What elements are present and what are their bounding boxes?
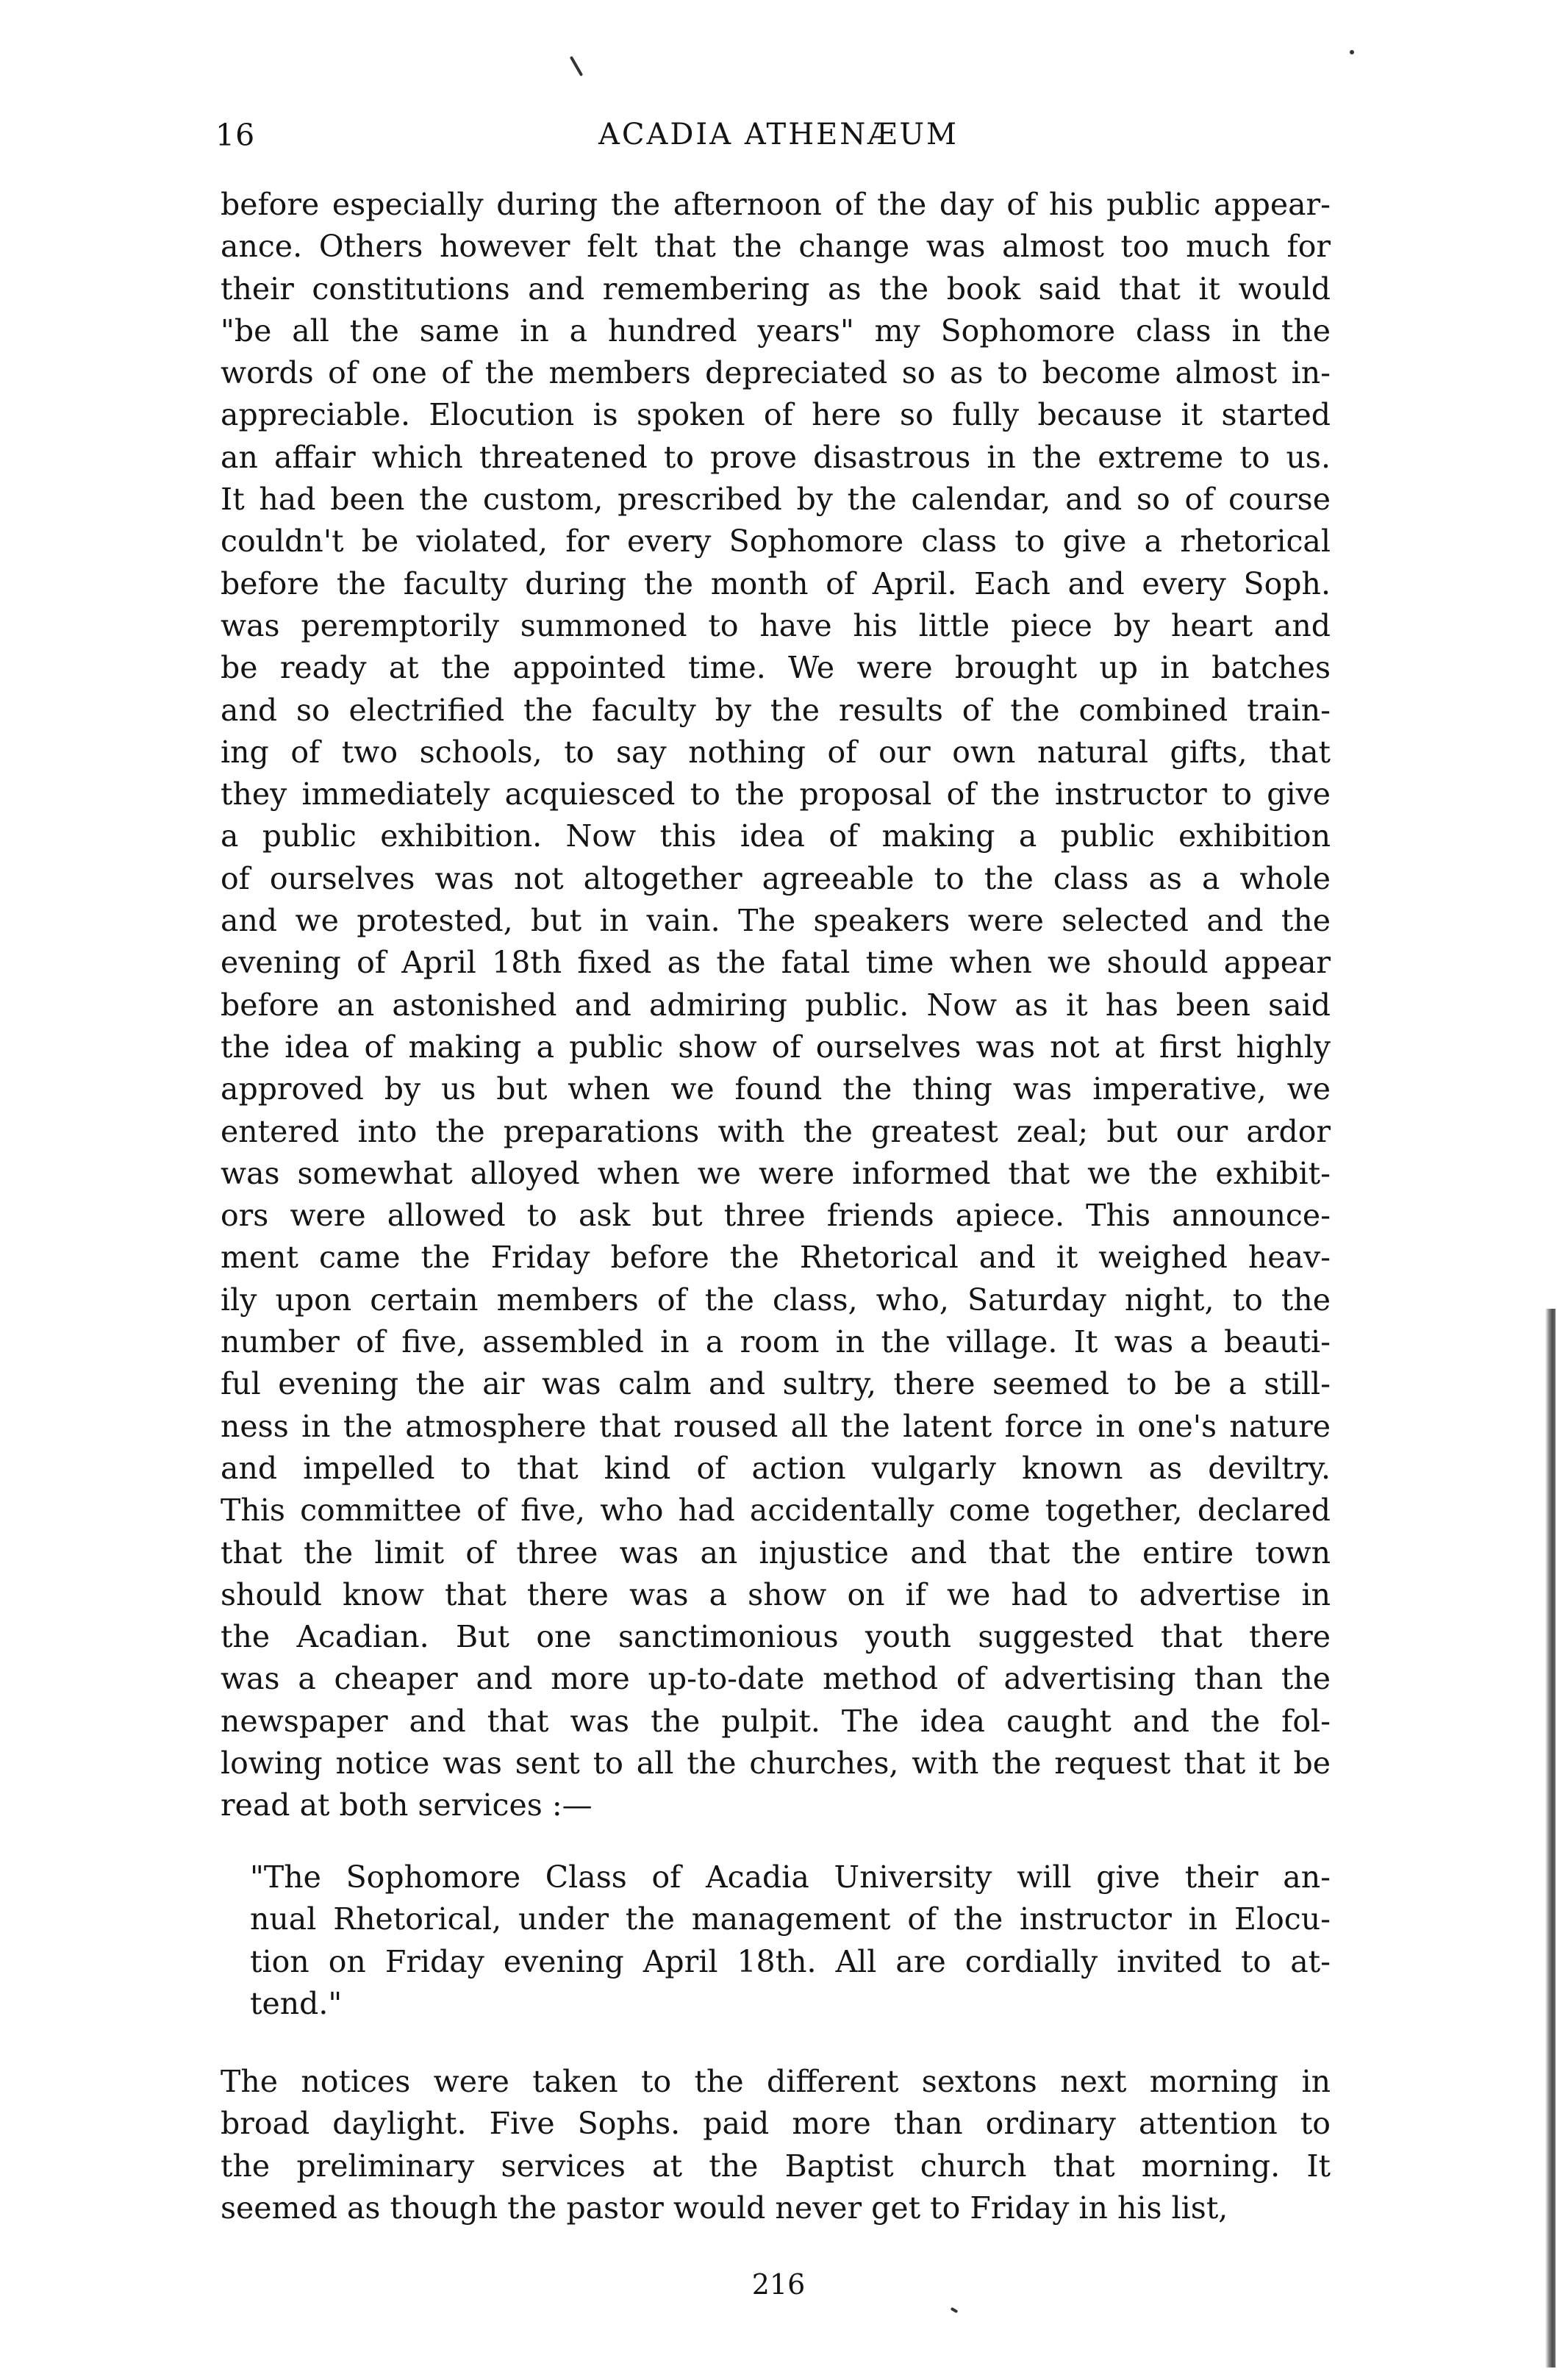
text-line: ing of two schools, to say nothing of our own natural gifts, that <box>221 734 1331 770</box>
text-line: ily upon certain members of the class, who, Saturday night, to the <box>221 1282 1331 1318</box>
text-line: evening of April 18th fixed as the fatal time when we should appear <box>221 945 1331 981</box>
text-line: of ourselves was not altogether agreeable to the class as a whole <box>221 860 1331 896</box>
text-line: newspaper and that was the pulpit. The idea caught and the fol- <box>221 1703 1331 1739</box>
text-line: seemed as though the pastor would never get to Friday in his list, <box>221 2190 1228 2226</box>
text-line: tend." <box>250 1985 343 2021</box>
scan-speck <box>1350 50 1354 54</box>
text-line: broad daylight. Five Sophs. paid more than ordinary attention to <box>221 2106 1331 2142</box>
text-line: approved by us but when we found the thing was imperative, we <box>221 1071 1331 1107</box>
text-line: an affair which threatened to prove disastrous in the extreme to us. <box>221 439 1331 475</box>
text-line: was somewhat alloyed when we were informed that we the exhibit- <box>221 1155 1331 1191</box>
scan-speck <box>570 56 583 76</box>
paragraph-main <box>221 184 1331 1827</box>
text-line: words of one of the members depreciated so as to become almost in- <box>221 355 1331 391</box>
text-line: was peremptorily summoned to have his little piece by heart and <box>221 607 1331 643</box>
text-line: before especially during the afternoon of the day of his public appear- <box>221 187 1331 222</box>
text-line: read at both services :— <box>221 1787 593 1823</box>
text-line: the preliminary services at the Baptist church that morning. It <box>221 2148 1331 2184</box>
text-line: should know that there was a show on if we had to advertise in <box>221 1576 1331 1612</box>
text-line: nual Rhetorical, under the management of the instructor in Elocu- <box>250 1901 1331 1937</box>
paragraph-notice-quote <box>250 1857 1331 2025</box>
text-line: ful evening the air was calm and sultry, there seemed to be a still- <box>221 1366 1331 1402</box>
text-line: ness in the atmosphere that roused all the latent force in one's nature <box>221 1408 1331 1444</box>
text-line: tion on Friday evening April 18th. All are cordially invited to at- <box>250 1943 1331 1979</box>
text-line: ance. Others however felt that the change was almost too much for <box>221 229 1331 265</box>
text-line: before an astonished and admiring public. Now as it has been said <box>221 987 1331 1023</box>
text-line: ment came the Friday before the Rhetorical and it weighed heav- <box>221 1240 1331 1276</box>
paragraph-continuation <box>221 2061 1331 2229</box>
text-line: This committee of five, who had accidentally come together, declared <box>221 1493 1331 1529</box>
text-line: It had been the custom, prescribed by the calendar, and so of course <box>221 482 1331 518</box>
text-line: their constitutions and remembering as the book said that it would <box>221 271 1331 307</box>
text-line: ors were allowed to ask but three friends apiece. This announce- <box>221 1198 1331 1234</box>
text-line: they immediately acquiesced to the proposal of the instructor to give <box>221 776 1331 812</box>
text-line: "be all the same in a hundred years" my Sophomore class in the <box>221 312 1331 349</box>
text-line: and impelled to that kind of action vulgarly known as deviltry. <box>221 1450 1331 1486</box>
text-line: entered into the preparations with the greatest zeal; but our ardor <box>221 1113 1331 1149</box>
text-line: The notices were taken to the different sextons next morning in <box>221 2064 1331 2099</box>
text-line: that the limit of three was an injustice and that the entire town <box>221 1534 1331 1570</box>
running-title: ACADIA ATHENÆUM <box>598 118 959 151</box>
text-line: the idea of making a public show of ourselves was not at first highly <box>221 1029 1331 1065</box>
text-line: "The Sophomore Class of Acadia University will give their an- <box>250 1859 1331 1895</box>
text-line: and we protested, but in vain. The speakers were selected and the <box>221 903 1331 939</box>
text-line: couldn't be violated, for every Sophomore class to give a rhetorical <box>221 523 1331 560</box>
text-line: lowing notice was sent to all the churches, with the request that it be <box>221 1745 1331 1781</box>
page-folio: 216 <box>751 2268 806 2301</box>
text-line: the Acadian. But one sanctimonious youth suggested that there <box>221 1619 1331 1655</box>
text-line: appreciable. Elocution is spoken of here so fully because it started <box>221 397 1331 433</box>
scan-speck <box>951 2307 959 2313</box>
text-line: and so electrified the faculty by the results of the combined train- <box>221 692 1331 728</box>
text-line: number of five, assembled in a room in the village. It was a beauti- <box>221 1324 1331 1360</box>
page-number: 16 <box>215 118 256 153</box>
text-line: a public exhibition. Now this idea of making a public exhibition <box>221 818 1331 854</box>
text-line: was a cheaper and more up-to-date method of advertising than the <box>221 1661 1331 1697</box>
text-line: before the faculty during the month of April. Each and every Soph. <box>221 565 1331 601</box>
scan-edge-shadow <box>1545 1309 1556 2368</box>
text-line: be ready at the appointed time. We were brought up in batches <box>221 650 1331 686</box>
